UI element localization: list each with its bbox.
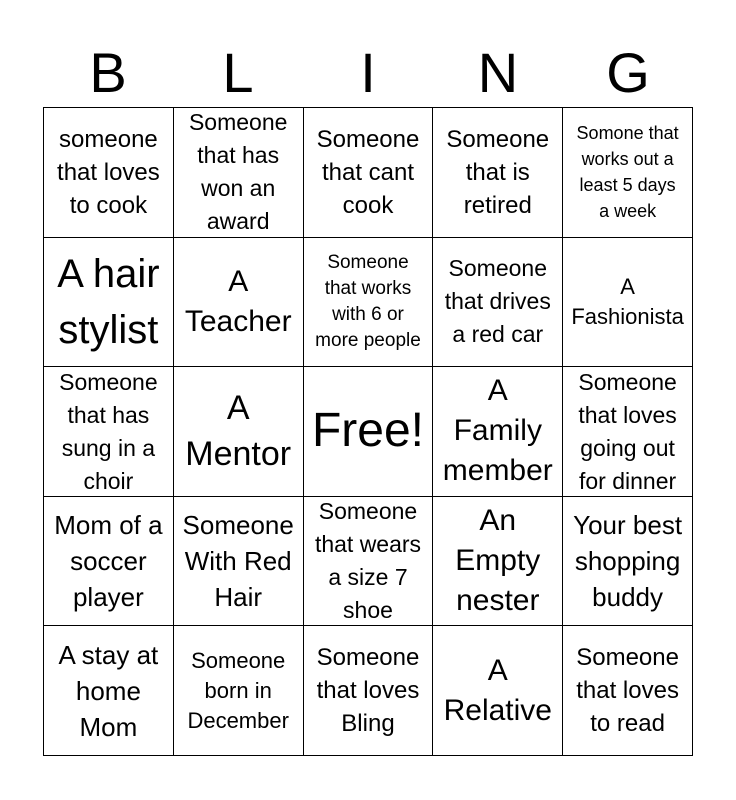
bingo-cell[interactable] (563, 497, 693, 627)
cell-text: Someone that drives a red car (444, 255, 551, 348)
cell-text: Someone that loves going out for dinner (578, 368, 677, 494)
bingo-cell[interactable] (563, 367, 693, 497)
bingo-cell[interactable] (304, 108, 434, 238)
free-space-cell[interactable] (304, 367, 434, 497)
cell-text: A stay at home Mom (58, 639, 159, 742)
header-letter-b: B (89, 41, 127, 104)
bingo-cell[interactable] (44, 367, 174, 497)
bingo-cell[interactable] (44, 626, 174, 756)
header-letter-l: L (222, 41, 254, 104)
bingo-grid (43, 107, 693, 756)
bingo-cell[interactable] (433, 108, 563, 238)
cell-text: Someone born in December (187, 647, 289, 733)
bingo-cell[interactable] (433, 497, 563, 627)
bingo-cell[interactable] (304, 626, 434, 756)
bingo-cell[interactable] (304, 497, 434, 627)
cell-text: A Mentor (185, 389, 292, 474)
header-letter-i: I (360, 41, 376, 104)
cell-text: Someone that has sung in a choir (59, 368, 158, 494)
bingo-cell[interactable] (174, 626, 304, 756)
bingo-cell[interactable] (44, 108, 174, 238)
cell-text: Somone that works out a least 5 days a week (576, 123, 679, 222)
bingo-cell[interactable] (304, 238, 434, 368)
cell-text: A Teacher (184, 264, 292, 338)
bingo-cell[interactable] (563, 108, 693, 238)
bingo-cell[interactable] (563, 626, 693, 756)
bingo-cell[interactable] (174, 108, 304, 238)
cell-text: someone that loves to cook (57, 125, 160, 219)
bingo-cell[interactable] (174, 497, 304, 627)
bingo-cell[interactable] (174, 238, 304, 368)
header-letter-g: G (606, 41, 650, 104)
header-letter-n: N (477, 41, 519, 104)
cell-text: A hair stylist (57, 251, 160, 352)
bingo-cell[interactable] (433, 238, 563, 368)
cell-text: A Fashionista (571, 273, 684, 329)
cell-text: Mom of a soccer player (54, 510, 163, 613)
cell-text: Someone With Red Hair (182, 510, 294, 613)
bingo-cell[interactable] (433, 367, 563, 497)
cell-text: A Family member (442, 374, 553, 488)
bingo-cell[interactable] (44, 497, 174, 627)
cell-text: Someone that wears a size 7 shoe (314, 498, 422, 624)
bingo-cell[interactable] (44, 238, 174, 368)
bingo-cell[interactable] (174, 367, 304, 497)
bingo-cell[interactable] (433, 626, 563, 756)
cell-text: Someone that has won an award (188, 109, 288, 235)
cell-text: Someone that cant cook (316, 125, 420, 219)
cell-text: Someone that is retired (446, 125, 550, 219)
cell-text: Someone that loves Bling (316, 644, 420, 738)
free-space-text: Free! (311, 404, 424, 458)
bingo-cell[interactable] (563, 238, 693, 368)
cell-text: Your best shopping buddy (573, 510, 683, 613)
cell-text: A Relative (443, 653, 552, 727)
cell-text: Someone that works with 6 or more people (315, 251, 421, 351)
cell-text: Someone that loves to read (576, 644, 679, 738)
bingo-header (43, 40, 693, 106)
cell-text: An Empty nester (455, 504, 541, 618)
